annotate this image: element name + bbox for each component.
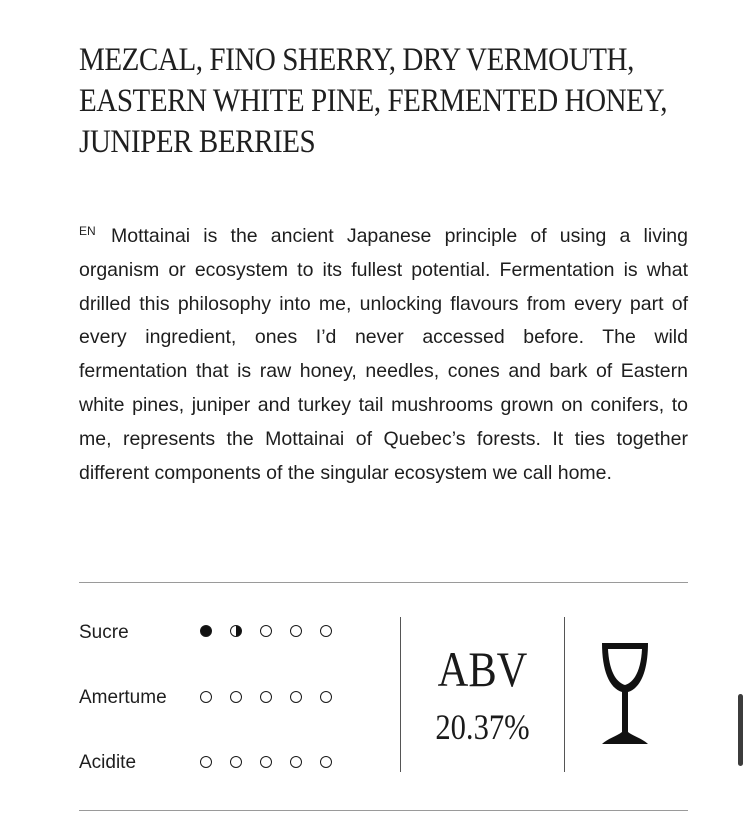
abv-value: 20.37%: [435, 707, 530, 747]
rating-dot: [320, 625, 332, 637]
rating-dot: [200, 625, 212, 637]
language-tag: EN: [79, 224, 96, 238]
rating-dot: [260, 756, 272, 768]
cocktail-ingredients-title: [79, 40, 668, 163]
attribute-label-acidite: Acidite: [79, 752, 137, 773]
title-line-2: EASTERN WHITE PINE, FERMENTED HONEY,: [79, 83, 668, 119]
rating-dot: [200, 691, 212, 703]
title-line-1: MEZCAL, FINO SHERRY, DRY VERMOUTH,: [79, 42, 634, 78]
rating-dot: [200, 756, 212, 768]
rating-dot: [320, 691, 332, 703]
rating-dot: [230, 691, 242, 703]
wine-glass-icon: [597, 640, 653, 750]
rating-dot: [320, 756, 332, 768]
rating-dot: [230, 625, 242, 637]
rating-dots-acidite: [200, 756, 332, 768]
title-line-3: JUNIPER BERRIES: [79, 124, 316, 160]
attribute-label-amertume: Amertume: [79, 687, 167, 708]
attribute-label-sucre: Sucre: [79, 622, 129, 643]
rating-dot: [290, 756, 302, 768]
rating-dot: [230, 756, 242, 768]
rating-dot: [290, 691, 302, 703]
scrollbar-thumb[interactable]: [738, 694, 743, 766]
divider-vertical-right: [564, 617, 565, 772]
rating-dot: [260, 691, 272, 703]
divider-top: [79, 582, 688, 583]
rating-dots-sucre: [200, 625, 332, 637]
rating-dot: [260, 625, 272, 637]
abv-label: ABV: [437, 641, 528, 697]
divider-bottom: [79, 810, 688, 811]
rating-dots-amertume: [200, 691, 332, 703]
divider-vertical-left: [400, 617, 401, 772]
description-text: Mottainai is the ancient Japanese principle of using a living organism or ecosystem to its fullest potential. Fermentation is what drilled this philosophy into me, unlocking flavours from every part of every ingredient, ones I’d never accessed before. The wild fermentation that is raw honey, needles, cones and bark of Eastern white pines, juniper and turkey tail mushrooms grown on conifers, to me, represents the Mottainai of Quebec’s forests. It ties together different components of the singular ecosystem we call home.: [79, 225, 688, 484]
rating-dot: [290, 625, 302, 637]
description-paragraph: [79, 220, 688, 490]
